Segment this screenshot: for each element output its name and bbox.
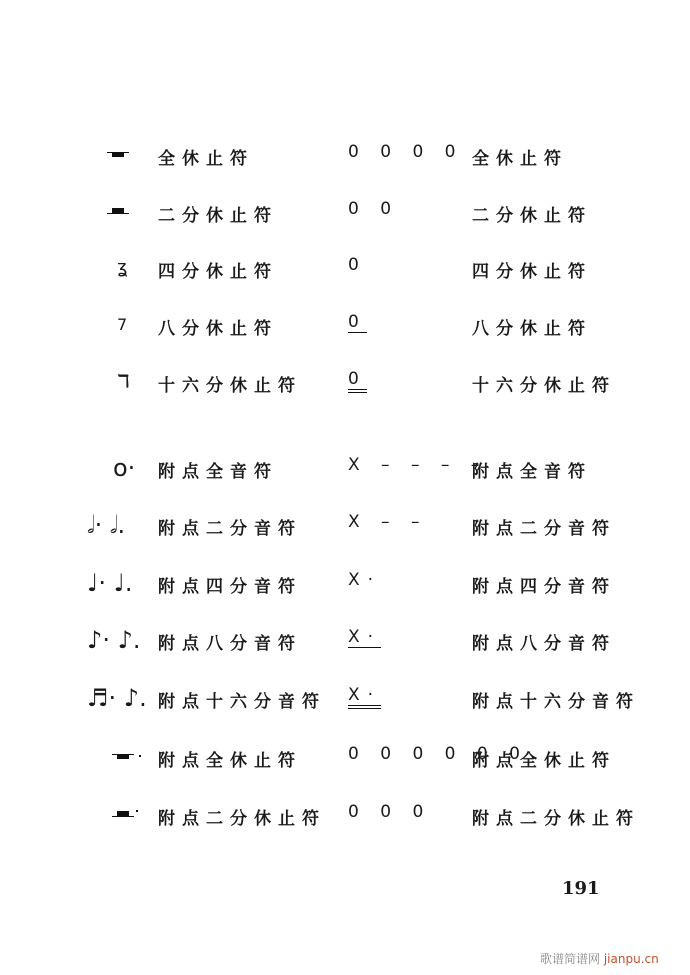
symbol-name: 附点二分音符 bbox=[158, 519, 302, 539]
symbol-name: 全休止符 bbox=[158, 149, 254, 169]
jianpu-notation: 0 bbox=[348, 312, 367, 332]
notation-row bbox=[0, 367, 690, 397]
watermark bbox=[540, 950, 659, 967]
notation-row bbox=[0, 510, 690, 540]
sixteenth-rest-icon: ℸ bbox=[117, 371, 130, 392]
symbol-name: 附点全休止符 bbox=[158, 751, 302, 771]
jianpu-notation: 0 0 0 bbox=[348, 802, 432, 822]
jianpu-notation: 0 0 bbox=[348, 199, 400, 219]
dotted-eighth-note-icon: ♪· ♪. bbox=[87, 626, 141, 654]
quarter-rest-icon: ʓ bbox=[117, 257, 128, 278]
jianpu-name: 附点八分音符 bbox=[472, 634, 616, 654]
dotted-half-note-icon: 𝅗𝅥· 𝅗𝅥. bbox=[87, 511, 126, 539]
jianpu-name: 附点全音符 bbox=[472, 462, 592, 482]
notation-row bbox=[0, 140, 690, 170]
notation-row bbox=[0, 742, 690, 772]
symbol-name: 附点十六分音符 bbox=[158, 692, 326, 712]
jianpu-name: 四分休止符 bbox=[472, 262, 592, 282]
watermark-en: jianpu.cn bbox=[603, 952, 659, 966]
jianpu-notation: 0 bbox=[348, 369, 367, 393]
jianpu-name: 全休止符 bbox=[472, 149, 568, 169]
jianpu-notation: X· bbox=[348, 570, 382, 590]
jianpu-name: 附点全休止符 bbox=[472, 751, 616, 771]
symbol-name: 附点全音符 bbox=[158, 462, 278, 482]
watermark-cn: 歌谱简谱网 bbox=[540, 952, 601, 966]
jianpu-name: 二分休止符 bbox=[472, 206, 592, 226]
whole-rest-icon bbox=[95, 140, 155, 170]
jianpu-name: 附点二分休止符 bbox=[472, 809, 640, 829]
jianpu-notation: X· bbox=[348, 685, 381, 709]
symbol-name: 八分休止符 bbox=[158, 319, 278, 339]
symbol-name: 十六分休止符 bbox=[158, 376, 302, 396]
notation-row bbox=[0, 568, 690, 598]
jianpu-notation: 0 bbox=[348, 255, 367, 275]
notation-row bbox=[0, 800, 690, 830]
symbol-name: 四分休止符 bbox=[158, 262, 278, 282]
notation-row bbox=[0, 625, 690, 655]
notation-row bbox=[0, 197, 690, 227]
notation-row bbox=[0, 453, 690, 483]
symbol-name: 二分休止符 bbox=[158, 206, 278, 226]
eighth-rest-icon: 7 bbox=[117, 315, 128, 334]
notation-row bbox=[0, 253, 690, 283]
symbol-name: 附点八分音符 bbox=[158, 634, 302, 654]
dotted-whole-note-icon: o· bbox=[113, 454, 136, 482]
notation-row bbox=[0, 310, 690, 340]
jianpu-notation: X – – bbox=[348, 512, 428, 532]
dotted-sixteenth-note-icon: ♬· ♪. bbox=[87, 684, 147, 712]
jianpu-name: 附点二分音符 bbox=[472, 519, 616, 539]
jianpu-notation: X· bbox=[348, 627, 382, 647]
jianpu-notation: 0 0 0 0 0 0 bbox=[348, 744, 528, 764]
jianpu-name: 附点四分音符 bbox=[472, 577, 616, 597]
jianpu-name: 八分休止符 bbox=[472, 319, 592, 339]
notation-row bbox=[0, 683, 690, 713]
jianpu-notation: 0 0 0 0 bbox=[348, 142, 464, 162]
jianpu-notation: X – – – – – bbox=[348, 455, 518, 475]
symbol-name: 附点四分音符 bbox=[158, 577, 302, 597]
page-number: 191 bbox=[562, 878, 600, 899]
dotted-half-rest-icon bbox=[95, 800, 155, 830]
jianpu-name: 附点十六分音符 bbox=[472, 692, 640, 712]
jianpu-name: 十六分休止符 bbox=[472, 376, 616, 396]
symbol-name: 附点二分休止符 bbox=[158, 809, 326, 829]
half-rest-icon bbox=[95, 197, 155, 227]
dotted-whole-rest-icon bbox=[95, 742, 155, 772]
dotted-quarter-note-icon: ♩· ♩. bbox=[87, 569, 133, 597]
